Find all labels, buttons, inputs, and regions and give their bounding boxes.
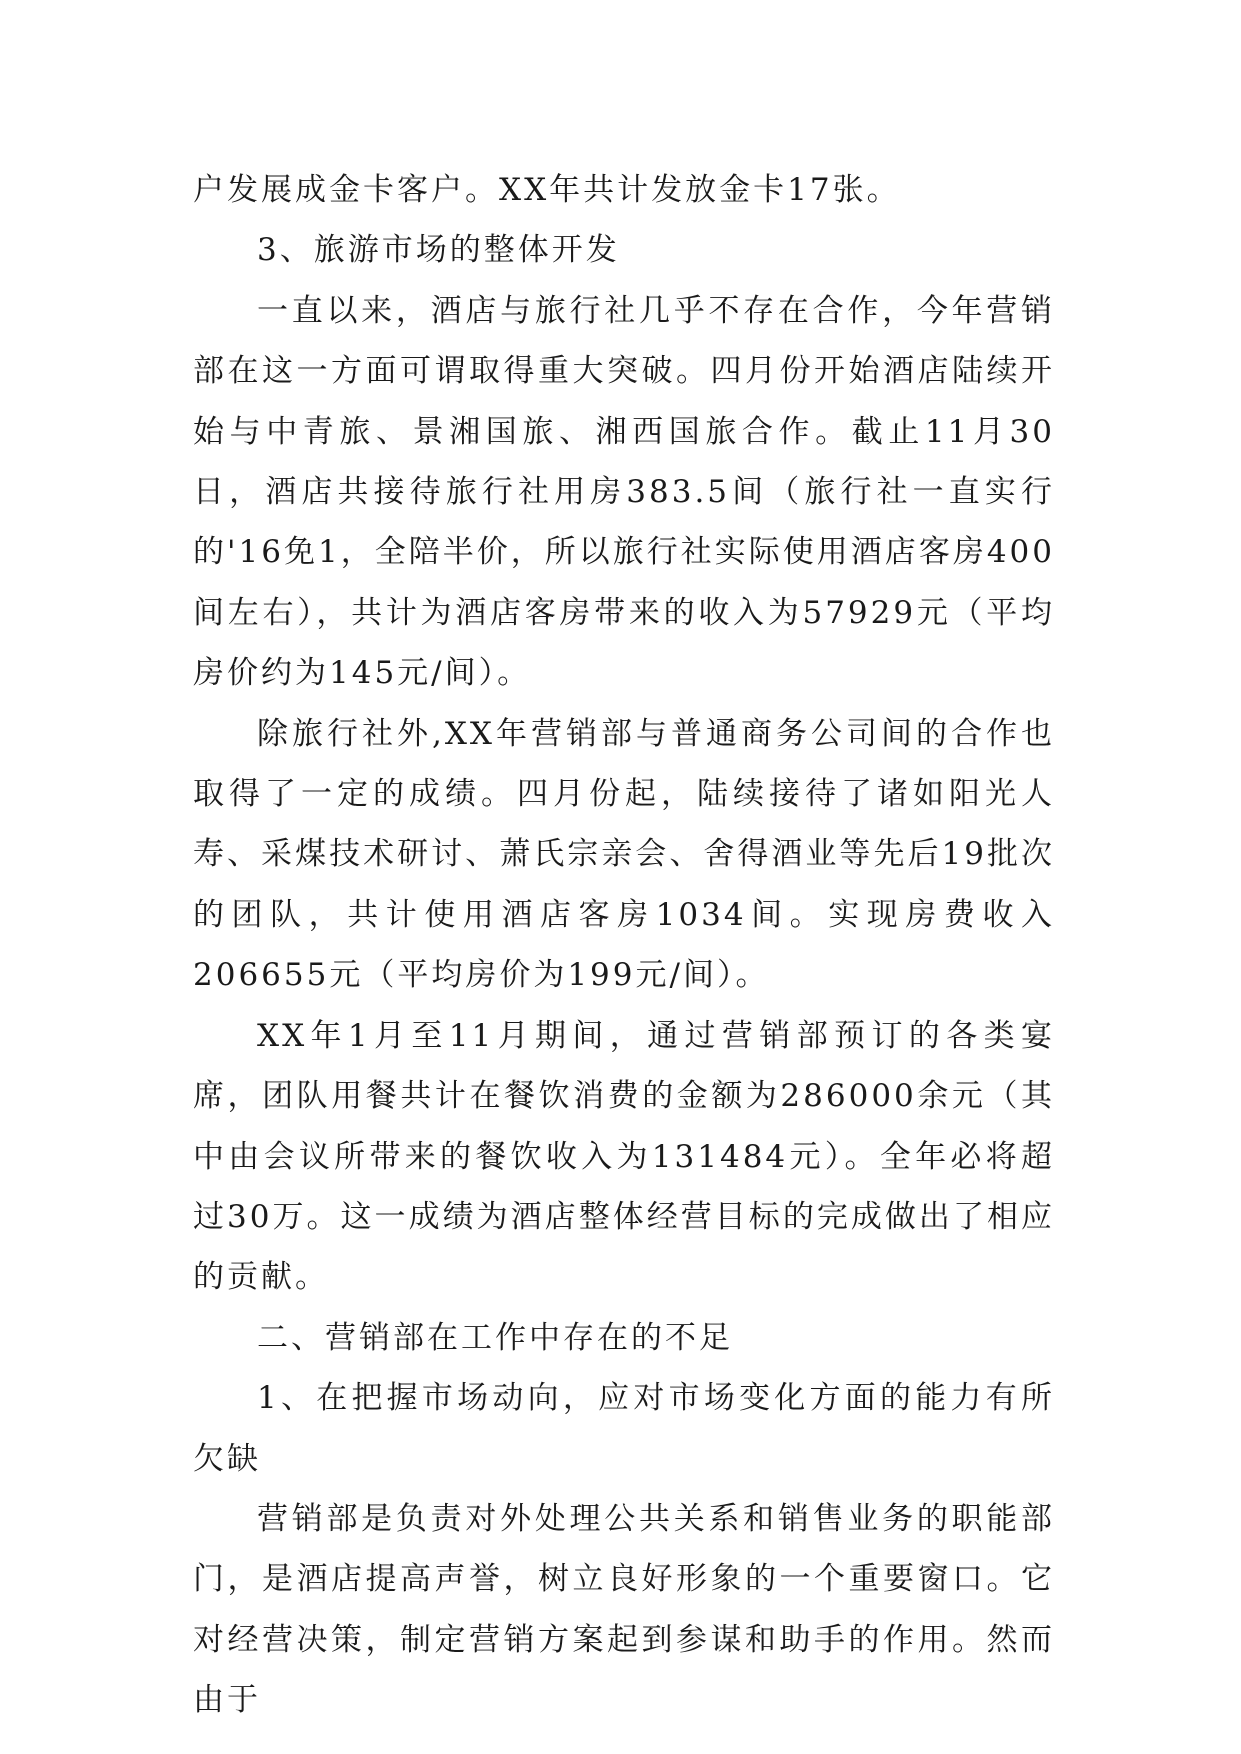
subsection-heading-market-trends: 1、在把握市场动向，应对市场变化方面的能力有所欠缺 (193, 1380, 1055, 1477)
section-heading-tourism-market: 3、旅游市场的整体开发 (257, 232, 620, 269)
section-heading-shortcomings: 二、营销部在工作中存在的不足 (257, 1319, 733, 1356)
paragraph-travel-agency-cooperation: 一直以来，酒店与旅行社几乎不存在合作，今年营销部在这一方面可谓取得重大突破。四月份开始酒店陆续开始与中青旅、景湘国旅、湘西国旅合作。截止11月30日，酒店共接待旅行社用房383.5间（旅行社一直实行的'16免1，全陪半价，所以旅行社实际使用酒店客房400间左右），共计为酒店客房带来的收入为57929元（平均房价约为145元/间）。 (193, 292, 1055, 692)
paragraph-marketing-department-role: 营销部是负责对外处理公共关系和销售业务的职能部门，是酒店提高声誉，树立良好形象的一个重要窗口。它对经营决策，制定营销方案起到参谋和助手的作用。然而由于 (193, 1500, 1055, 1719)
document-body (193, 160, 1055, 1731)
paragraph-business-companies: 除旅行社外,XX年营销部与普通商务公司间的合作也取得了一定的成绩。四月份起，陆续接待了诸如阳光人寿、采煤技术研讨、萧氏宗亲会、舍得酒业等先后19批次的团队，共计使用酒店客房1034间。实现房费收入206655元（平均房价为199元/间）。 (193, 715, 1055, 994)
paragraph-catering-revenue: XX年1月至11月期间，通过营销部预订的各类宴席，团队用餐共计在餐饮消费的金额为286000余元（其中由会议所带来的餐饮收入为131484元）。全年必将超过30万。这一成绩为酒店整体经营目标的完成做出了相应的贡献。 (193, 1017, 1055, 1296)
paragraph-1: 户发展成金卡客户。XX年共计发放金卡17张。 (193, 172, 901, 208)
